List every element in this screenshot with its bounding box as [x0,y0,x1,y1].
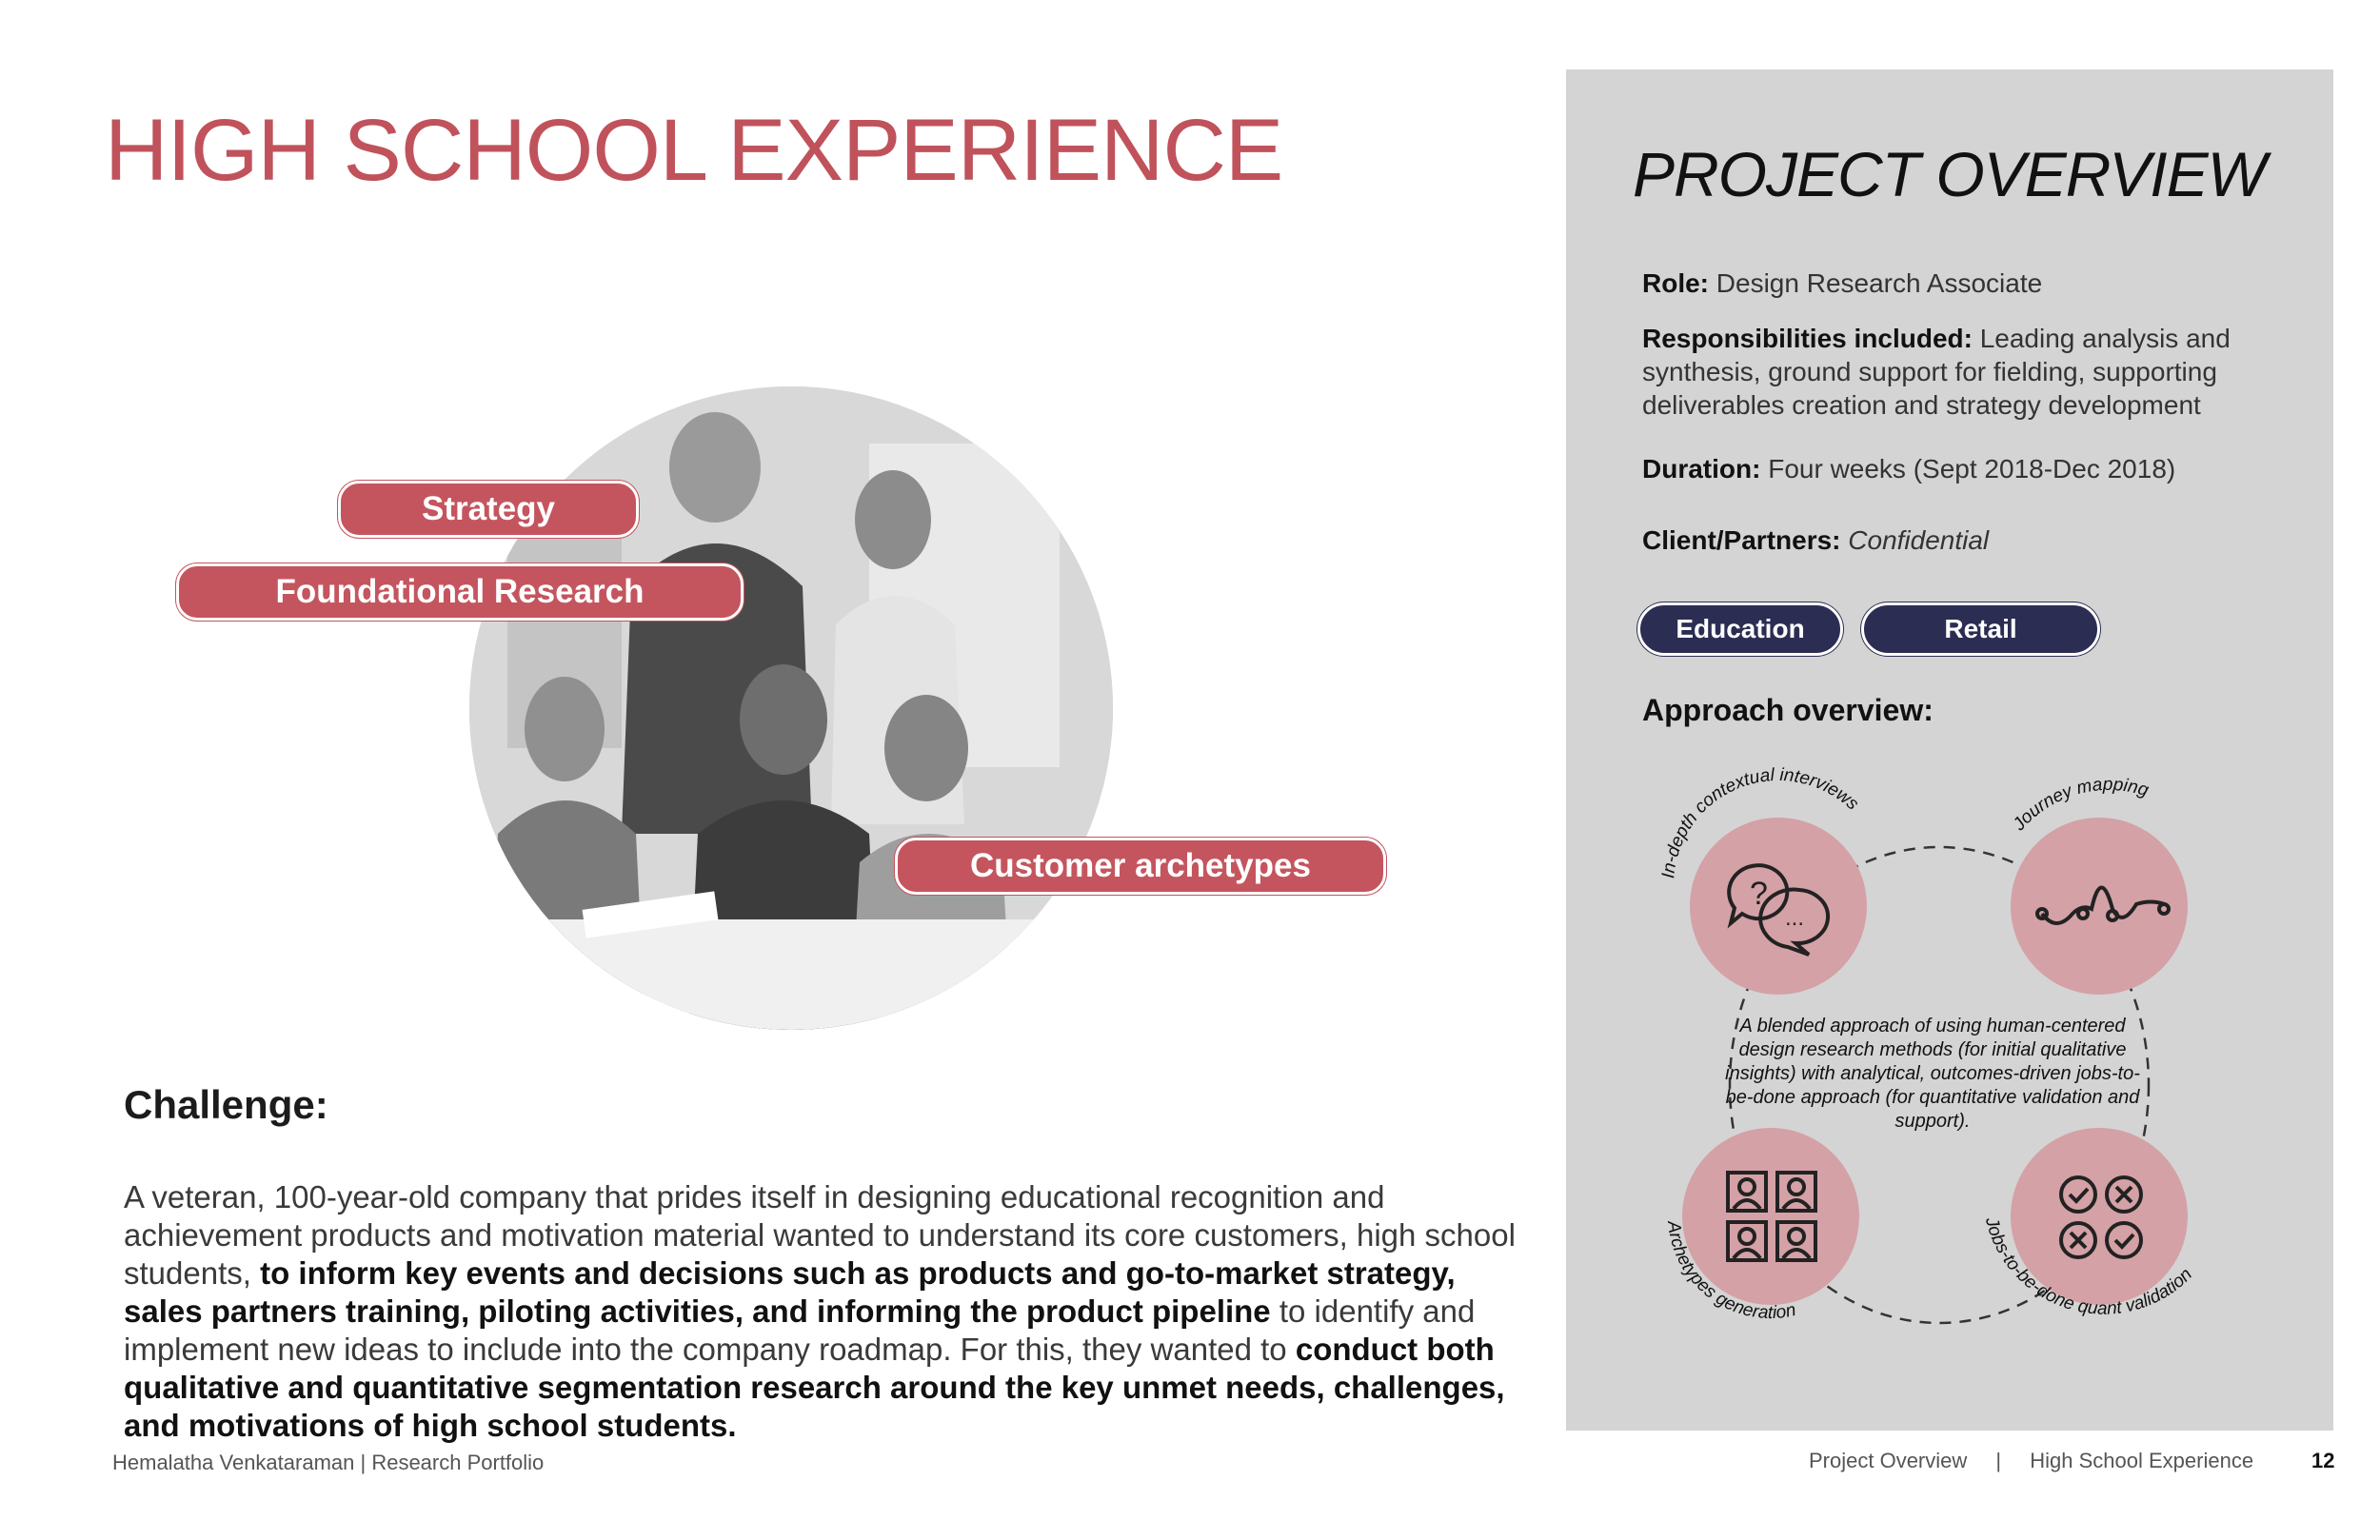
approach-description: A blended approach of using human-centered design research methods (for initial qualitative insights) with analytical, outcomes-driven jobs-to-be-done approach (for quantitative validation and support). [1725,1016,2140,1132]
duration-line [1642,452,2175,485]
client-line [1642,523,1989,557]
role-value: Design Research Associate [1716,268,2043,298]
tag-education: Education [1637,602,1843,656]
footer-nav [1809,1449,2253,1473]
step-label-journey: Journey mapping [2009,774,2152,835]
tag-foundational-research: Foundational Research [176,563,744,621]
responsibilities-value: Leading analysis and [1979,324,2231,353]
challenge-text: A veteran, 100-year-old company that prides itself in designing educational recognition and achievement products and motivation material wanted to understand its core customers, high school students, [124,1179,1516,1291]
svg-text:...: ... [1785,905,1805,931]
footer-nav-project-overview[interactable]: Project Overview [1809,1449,1968,1472]
challenge-text-bold: conduct both qualitative and quantitative segmentation research around the key unmet needs, challenges, and motivations of high school students. [124,1332,1505,1443]
tag-customer-archetypes: Customer archetypes [895,838,1386,895]
overview-title: PROJECT OVERVIEW [1633,139,2266,209]
responsibilities-line-3: deliverables creation and strategy development [1642,390,2201,420]
page-title: HIGH SCHOOL EXPERIENCE [105,102,1283,199]
client-label: Client/Partners: [1642,525,1841,555]
footer-author: Hemalatha Venkataraman | Research Portfolio [112,1451,545,1474]
step-circle-interviews [1690,818,1867,995]
duration-label: Duration: [1642,454,1761,484]
footer-separator: | [1995,1449,2002,1472]
duration-value: Four weeks (Sept 2018-Dec 2018) [1768,454,2176,484]
step-label-jtbd: Jobs-to-be-done quant validation [1980,1214,2197,1319]
tag-retail: Retail [1861,602,2100,656]
challenge-text-bold: to inform key events and decisions such as products and go-to-market strategy, sales partners training, piloting activities, and informing the product pipeline [124,1255,1456,1329]
step-label-interviews: In-depth contextual interviews [1658,764,1863,879]
responsibilities-label: Responsibilities included: [1642,324,1973,353]
challenge-heading: Challenge: [124,1082,328,1127]
approach-heading: Approach overview: [1642,693,1934,727]
step-label-archetypes: Archetypes generation [1663,1219,1798,1324]
svg-text:?: ? [1750,876,1768,912]
client-value: Confidential [1848,525,1990,555]
responsibilities-line-2: synthesis, ground support for fielding, supporting [1642,357,2217,386]
responsibilities-line [1642,322,2231,355]
role-label: Role: [1642,268,1709,298]
tag-strategy: Strategy [338,481,639,538]
role-line [1642,267,2042,300]
footer-nav-high-school[interactable]: High School Experience [2030,1449,2254,1472]
page-number: 12 [2311,1449,2335,1472]
challenge-body [124,1178,1523,1445]
challenge-text: to identify and implement new ideas to include into the company roadmap. For this, they wanted to [124,1293,1476,1367]
